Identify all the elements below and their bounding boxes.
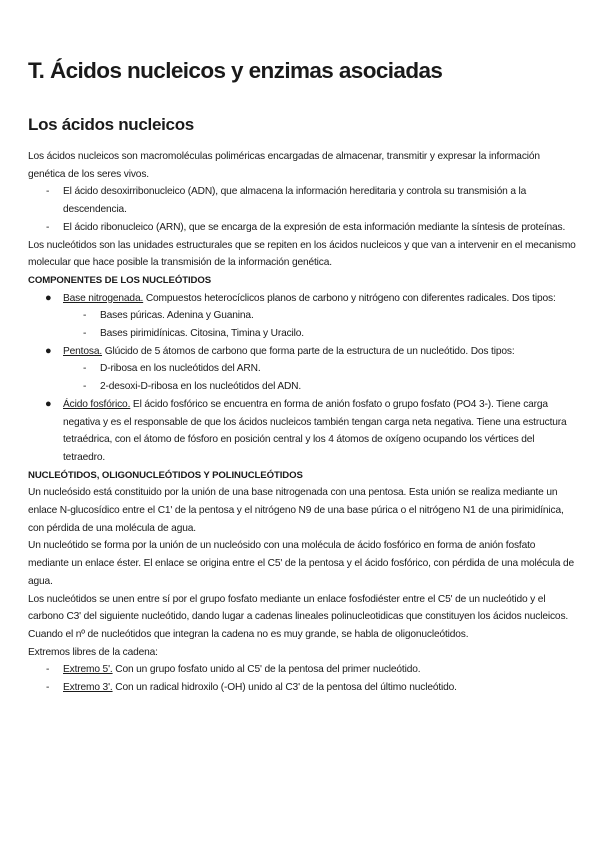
page-title: T. Ácidos nucleicos y enzimas asociadas xyxy=(28,58,443,83)
nucleotides-intro-paragraph: Los nucleótidos son las unidades estructurales que se repiten en los ácidos nucleicos y que van a intervenir en el mecanismo molecular que hace posible la transmisión de la información genética. xyxy=(28,239,576,269)
component-pentosa: ● Pentosa. Glúcido de 5 átomos de carbono que forma parte de la estructura de un nucleótido. Dos tipos: xyxy=(45,344,515,357)
sub-item-pirimidinicas: - Bases pirimidínicas. Citosina, Timina y Uracilo. xyxy=(83,328,304,340)
ends-label: Extremos libres de la cadena: xyxy=(28,646,158,658)
component-base: ● Base nitrogenada. Compuestos heterocíclicos planos de carbono y nitrógeno con diferentes radicales. Dos tipos: xyxy=(45,291,556,304)
sub-item-desoxirribosa: - 2-desoxi-D-ribosa en los nucleótidos del ADN. xyxy=(83,381,302,393)
end-3-item: - Extremo 3'. Con un radical hidroxilo (-OH) unido al C3' de la pentosa del último nucleótido. xyxy=(46,682,457,694)
list-item-arn: - El ácido ribonucleico (ARN), que se encarga de la expresión de esta información mediante la síntesis de proteínas. xyxy=(46,221,566,233)
list-item-adn: - El ácido desoxirribonucleico (ADN), que almacena la información hereditaria y controla su transmisión a la descendencia. xyxy=(46,186,527,216)
nucleosido-paragraph: Un nucleósido está constituido por la unión de una base nitrogenada con una pentosa. Esta unión se realiza mediante un enlace N-glucosídico entre el C1' de la pentosa y el nitrógeno N9 de una base púrica o el nitrógeno N1 de una pirimidínica, con pérdida de una molécula de agua. xyxy=(28,487,564,534)
sub-item-puricas: - Bases púricas. Adenina y Guanina. xyxy=(83,310,254,322)
components-heading: COMPONENTES DE LOS NUCLEÓTIDOS xyxy=(28,274,212,286)
end-5-item: - Extremo 5'. Con un grupo fosfato unido al C5' de la pentosa del primer nucleótido. xyxy=(46,664,421,676)
component-fosforico: ● Ácido fosfórico. El ácido fosfórico se encuentra en forma de anión fosfato o grupo fosfato (PO4 3-). Tiene carga negativa y es el responsable de que los ácidos nucleicos también tengan carga neta negativa. Tiene una estructura tetraédrica, con el átomo de fósforo en posición central y los 4 átomos de oxígeno ocupando los vértices del tetraedro. xyxy=(45,397,567,463)
intro-paragraph: Los ácidos nucleicos son macromoléculas poliméricas encargadas de almacenar, transmitir y expresar la información genética de los seres vivos. xyxy=(28,151,540,180)
fosfodiester-paragraph: Los nucleótidos se unen entre sí por el grupo fosfato mediante un enlace fosfodiéster entre el C5' de un nucleótido y el carbono C3' del siguiente nucleótido, dando lugar a cadenas lineales polinucleotidicas que constituyen los ácidos nucleicos. Cuando el nº de nucleótidos que integran la cadena no es muy grande, se habla de oligonucleótidos. xyxy=(28,593,569,640)
sub-item-ribosa: - D-ribosa en los nucleótidos del ARN. xyxy=(83,363,261,375)
nucleotido-paragraph: Un nucleótido se forma por la unión de un nucleósido con una molécula de ácido fosfórico en forma de anión fosfato mediante un enlace éster. El enlace se origina entre el C5' de la pentosa y el ácido fosfórico, con pérdida de una molécula de agua. xyxy=(28,540,574,587)
section-title: Los ácidos nucleicos xyxy=(28,115,194,134)
section2-heading: NUCLEÓTIDOS, OLIGONUCLEÓTIDOS Y POLINUCLEÓTIDOS xyxy=(28,469,303,481)
document-body xyxy=(28,148,576,697)
